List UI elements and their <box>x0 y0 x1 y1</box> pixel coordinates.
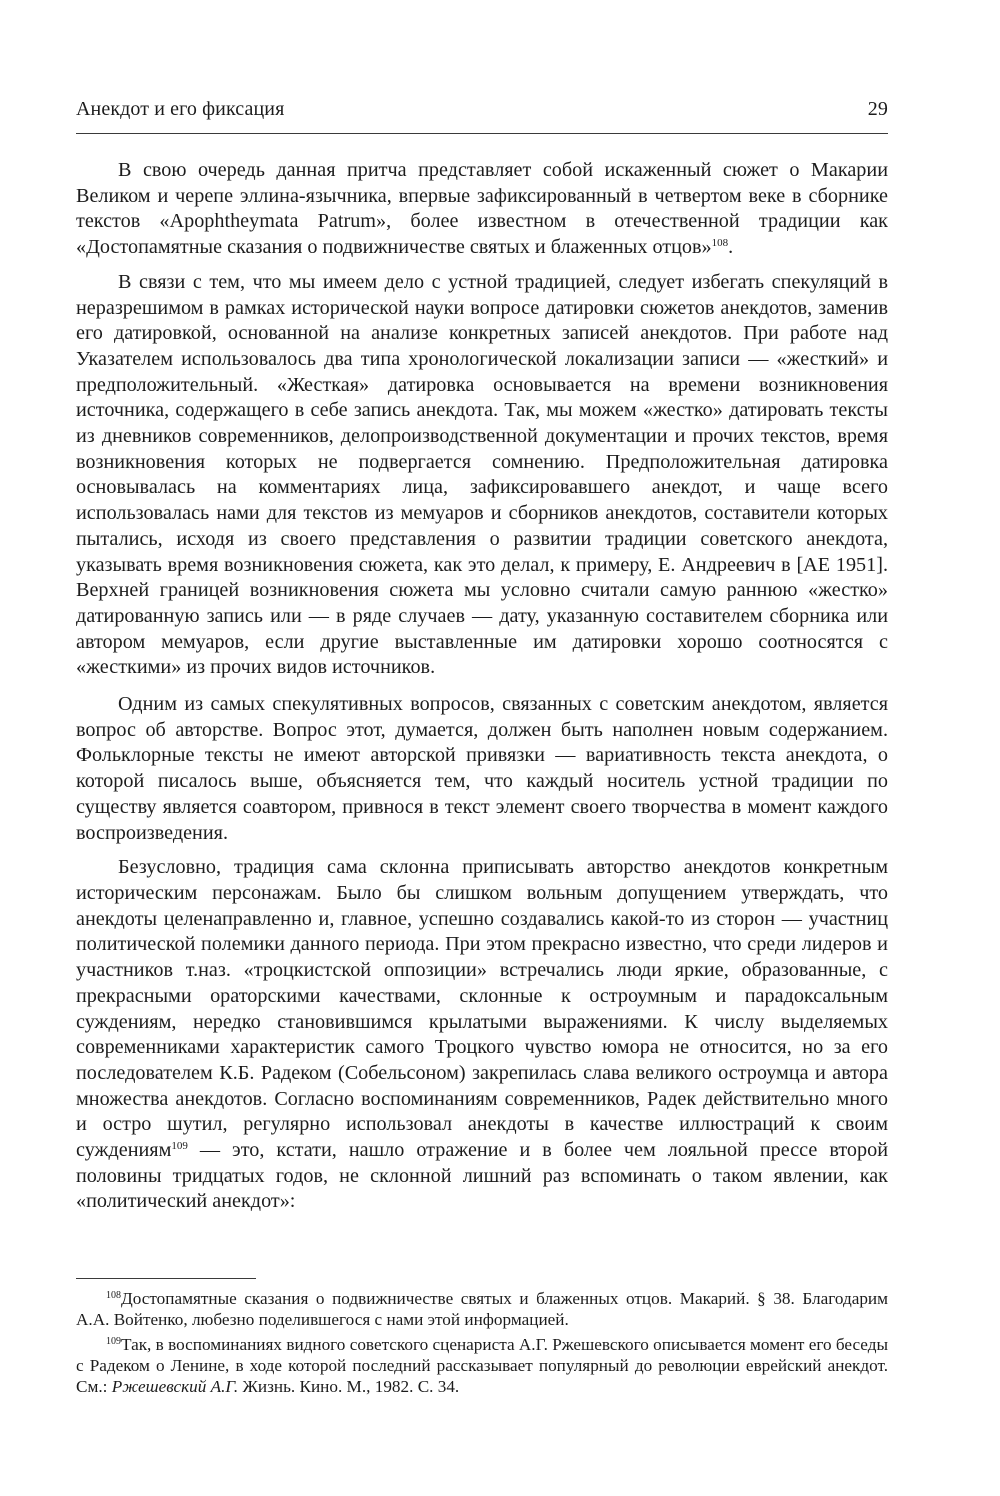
page-number: 29 <box>867 98 888 120</box>
footnote-108 <box>76 1288 888 1330</box>
footnote-ref-109[interactable]: 109 <box>171 1140 188 1153</box>
paragraph-dating: В связи с тем, что мы имеем дело с устной традицией, следует избегать спекуляций в неразрешимом в рамках исторической науки вопросе датировки сюжетов анекдотов, заменив его датировкой, основанной на анализе конкретных записей анекдотов. При работе над Указателем использовалось два типа хронологической локализации записи — «жесткий» и предположительный. «Жесткая» датировка основывается на времени возникновения источника, содержащего в себе запись анекдота. Так, мы можем «жестко» датировать тексты из дневников современников, делопроизводственной документации и прочих текстов, время возникновения которых не подвергается сомнению. Предположительная датировка основывалась на комментариях лица, зафиксировавшего анекдот, и чаще всего использовалась нами для текстов из мемуаров и сборников анекдотов, составители которых пытались, исходя из своего представления о развитии традиции советского анекдота, указывать время возникновения сюжета, как это делал, к примеру, Е. Андреевич в [AE 1951]. Верхней границей возникновения сюжета мы условно считали самую раннюю «жестко» датированную запись или — в ряде случаев — дату, указанную составителем сборника или автором мемуаров, если другие выставленные им датировки хорошо соотносятся с «жесткими» из прочих видов источников. <box>76 270 888 679</box>
footnote-number: 109 <box>106 1336 121 1347</box>
body-text <box>76 158 888 1215</box>
paragraph-text: Безусловно, традиция сама склонна приписывать авторство анекдотов конкретным историческим персонажам. Было бы слишком вольным допущением утверждать, что анекдоты целенаправленно и, главное, успешно создавались какой-то из сторон — участниц политической полемики данного периода. При этом прекрасно известно, что среди лидеров и участников т.наз. «троцкистской оппозиции» встречались люди яркие, образованные, с прекрасными ораторскими качествами, склонные к остроумным и парадоксальным суждениям, нередко становившимся крылатыми выражениями. К числу выделяемых современниками характеристик самого Троцкого чувство юмора не относится, но за его последователем К.Б. Радеком (Собельсоном) закрепилась слава великого остроумца и автора множества анекдотов. Согласно воспоминаниям современников, Радек действительно много и остро шутил, регулярно использовал анекдоты в качестве иллюстраций к своим суждениям <box>76 856 888 1162</box>
footnote-text: Достопамятные сказания о подвижничестве святых и блаженных отцов. Макарий. § 38. Благодарим А.А. Войтенко, любезно поделившегося с нами этой информацией. <box>76 1289 888 1329</box>
footnotes <box>76 1288 888 1397</box>
paragraph-radek <box>76 855 888 1215</box>
footnote-rule <box>76 1278 256 1279</box>
paragraph-authorship: Одним из самых спекулятивных вопросов, связанных с советским анекдотом, является вопрос об авторстве. Вопрос этот, думается, должен быть наполнен новым содержанием. Фольклорные тексты не имеют авторской привязки — вариативность текста анекдота, о которой писалось выше, объясняется тем, что каждый носитель устной традиции по существу является соавтором, привнося в текст элемент своего творчества в момент каждого воспроизведения. <box>76 693 888 844</box>
footnote-text: Так, в воспоминаниях видного советского сценариста А.Г. Ржешевского описывается момент его беседы с Радеком о Ленине, в ходе которой последний рассказывает популярный до революции еврейский анекдот. См.: <box>76 1335 888 1396</box>
paragraph-text: В свою очередь данная притча представляет собой искаженный сюжет о Макарии Великом и черепе эллина-язычника, впервые зафиксированный в четвертом веке в сборнике текстов «Apophtheymata Patrum», более известном в отечественной традиции как «Достопамятные сказания о подвижничестве святых и блаженных отцов» <box>76 159 888 259</box>
footnote-109 <box>76 1334 888 1397</box>
paragraph-tail: — это, кстати, нашло отражение и в более чем лояльной прессе второй половины тридцатых годов, не склонной лишний раз вспоминать о таком явлении, как «политический анекдот»: <box>76 1139 888 1213</box>
chapter-title: Анекдот и его фиксация <box>76 98 285 120</box>
footnote-text-tail: Жизнь. Кино. М., 1982. С. 34. <box>238 1377 460 1396</box>
running-head <box>76 98 888 126</box>
footnote-ref-108[interactable]: 108 <box>711 237 729 250</box>
paragraph-tail: . <box>728 236 734 259</box>
footnote-number: 108 <box>106 1290 121 1301</box>
header-rule <box>76 133 888 134</box>
paragraph-macarius <box>76 158 888 261</box>
footnote-author: Ржешевский А.Г. <box>111 1377 239 1396</box>
